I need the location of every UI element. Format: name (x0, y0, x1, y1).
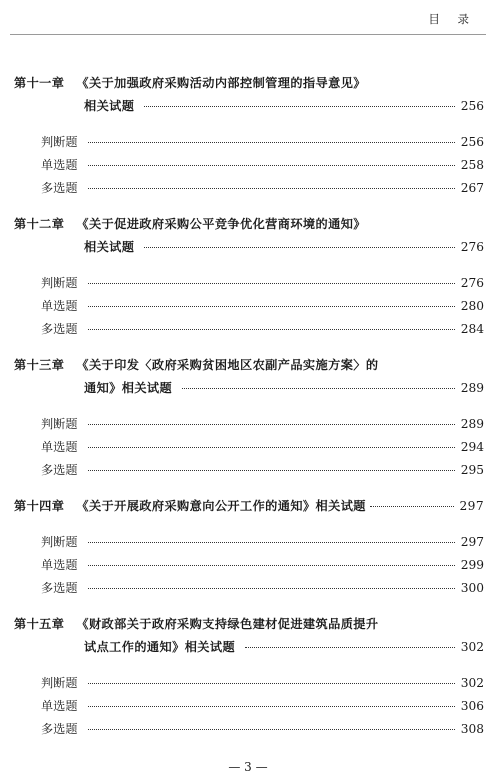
dot-leader (88, 424, 455, 425)
dot-leader (182, 388, 455, 389)
toc-entry-chapter[interactable] (14, 497, 484, 514)
dot-leader (88, 329, 455, 330)
chapter-title-continuation: 试点工作的通知》相关试题 (84, 640, 236, 654)
dot-leader (88, 142, 455, 143)
toc-entry-section[interactable] (41, 438, 484, 455)
toc-entry-section[interactable] (41, 720, 484, 737)
running-header (10, 0, 486, 35)
dot-leader (88, 542, 455, 543)
chapter-title (14, 356, 378, 373)
chapter-title (14, 74, 366, 91)
dot-leader (88, 683, 455, 684)
chapter-number: 第十四章 (14, 499, 65, 513)
page-number: 308 (460, 722, 484, 736)
dot-leader (88, 729, 455, 730)
dot-leader (88, 470, 455, 471)
page-number: 289 (460, 381, 484, 395)
section-label: 单选题 (41, 158, 78, 172)
chapter-title-text: 《关于开展政府采购意向公开工作的通知》相关试题 (76, 499, 366, 513)
section-label: 多选题 (41, 322, 78, 336)
section-label: 单选题 (41, 699, 78, 713)
running-header-title: 目 录 (428, 12, 476, 26)
page-number: 295 (460, 463, 484, 477)
toc-entry-section[interactable] (41, 533, 484, 550)
toc-entry-section[interactable] (41, 697, 484, 714)
page-number: 306 (460, 699, 484, 713)
chapter-number: 第十三章 (14, 358, 65, 372)
page-number: 256 (460, 135, 484, 149)
chapter-title-text: 《财政部关于政府采购支持绿色建材促进建筑品质提升 (76, 617, 379, 631)
chapter-title-text: 《关于印发〈政府采购贫困地区农副产品实施方案〉的 (76, 358, 379, 372)
toc-entry-section[interactable] (41, 274, 484, 291)
chapter-title-continuation: 相关试题 (84, 99, 135, 113)
chapter-title-text: 《关于促进政府采购公平竞争优化营商环境的通知》 (76, 217, 366, 231)
dot-leader (370, 506, 454, 507)
toc-entry-section[interactable] (41, 556, 484, 573)
section-label: 判断题 (41, 417, 78, 431)
toc-entry-chapter[interactable] (84, 379, 484, 396)
page-number: 294 (460, 440, 484, 454)
page-number: 276 (460, 276, 484, 290)
page-number: 280 (460, 299, 484, 313)
chapter-number: 第十一章 (14, 76, 65, 90)
page-number: 267 (460, 181, 484, 195)
toc-entry-section[interactable] (41, 579, 484, 596)
toc-entry-section[interactable] (41, 179, 484, 196)
chapter-title-continuation: 相关试题 (84, 240, 135, 254)
dot-leader (88, 588, 455, 589)
page-number: 284 (460, 322, 484, 336)
section-label: 单选题 (41, 299, 78, 313)
page-number: 276 (460, 240, 484, 254)
page-number: 300 (460, 581, 484, 595)
section-label: 判断题 (41, 135, 78, 149)
section-label: 判断题 (41, 276, 78, 290)
dot-leader (88, 565, 455, 566)
dot-leader (144, 247, 454, 248)
page-number: 258 (460, 158, 484, 172)
chapter-number: 第十二章 (14, 217, 65, 231)
chapter-number: 第十五章 (14, 617, 65, 631)
section-label: 判断题 (41, 535, 78, 549)
dot-leader (144, 106, 454, 107)
page-number: 299 (460, 558, 484, 572)
section-label: 多选题 (41, 463, 78, 477)
dot-leader (88, 165, 455, 166)
chapter-title (14, 215, 366, 232)
toc-entry-section[interactable] (41, 156, 484, 173)
page-number: 256 (460, 99, 484, 113)
page-number: 302 (460, 640, 484, 654)
page-folio: — 3 — (228, 760, 268, 774)
toc-entry-section[interactable] (41, 674, 484, 691)
section-label: 多选题 (41, 722, 78, 736)
page-number: 297 (459, 499, 484, 513)
page-number: 302 (460, 676, 484, 690)
dot-leader (88, 283, 455, 284)
chapter-title-continuation: 通知》相关试题 (84, 381, 173, 395)
dot-leader (88, 306, 455, 307)
toc-entry-chapter[interactable] (84, 97, 484, 114)
page-number: 297 (460, 535, 484, 549)
chapter-title (14, 615, 378, 632)
toc-entry-chapter[interactable] (84, 238, 484, 255)
section-label: 单选题 (41, 440, 78, 454)
dot-leader (88, 188, 455, 189)
toc-entry-section[interactable] (41, 133, 484, 150)
page-number: 289 (460, 417, 484, 431)
section-label: 单选题 (41, 558, 78, 572)
dot-leader (88, 447, 455, 448)
chapter-title-text: 《关于加强政府采购活动内部控制管理的指导意见》 (76, 76, 366, 90)
toc-entry-section[interactable] (41, 297, 484, 314)
section-label: 判断题 (41, 676, 78, 690)
toc-entry-section[interactable] (41, 461, 484, 478)
toc-entry-section[interactable] (41, 320, 484, 337)
section-label: 多选题 (41, 581, 78, 595)
dot-leader (245, 647, 455, 648)
dot-leader (88, 706, 455, 707)
section-label: 多选题 (41, 181, 78, 195)
toc-entry-chapter[interactable] (84, 638, 484, 655)
toc-entry-section[interactable] (41, 415, 484, 432)
